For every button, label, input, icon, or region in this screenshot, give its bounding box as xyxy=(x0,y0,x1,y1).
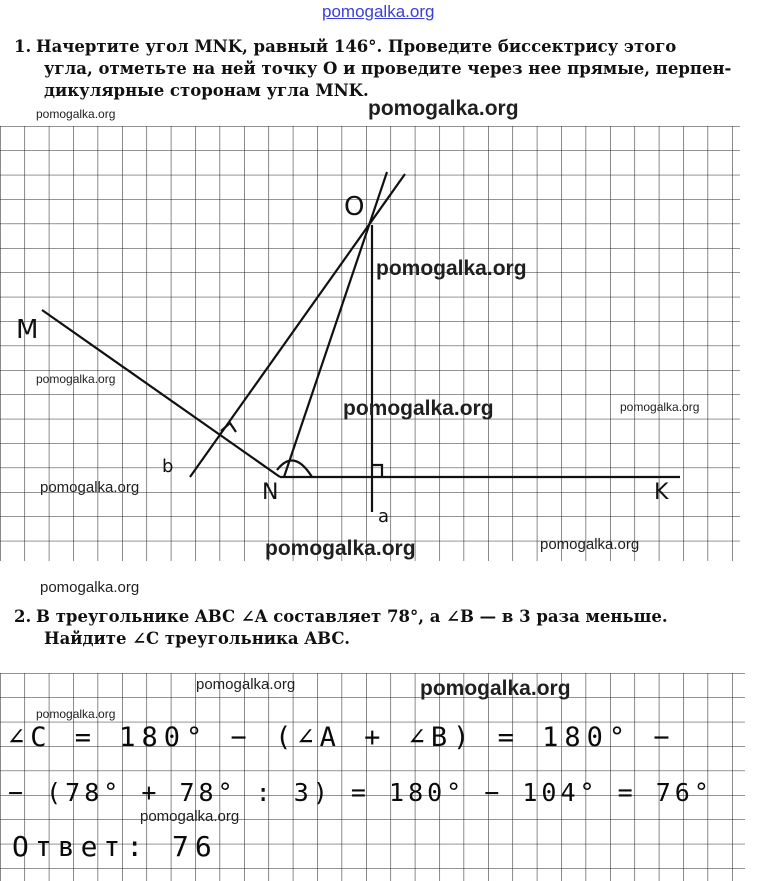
watermark: pomogalka.org xyxy=(540,536,640,553)
watermark: pomogalka.org xyxy=(376,257,527,280)
watermark: pomogalka.org xyxy=(140,808,240,825)
label-n: N xyxy=(262,480,279,505)
task1-number: 1. xyxy=(14,37,32,56)
watermark: pomogalka.org xyxy=(36,707,116,721)
watermark: pomogalka.org xyxy=(620,400,700,414)
label-b: b xyxy=(162,456,174,477)
task1-line: Начертите угол MNK, равный 146°. Проведите биссектрису этого xyxy=(36,37,677,56)
task1-line: угла, отметьте на ней точку O и проведите через нее прямые, перпен- xyxy=(44,59,732,78)
label-a: a xyxy=(378,506,390,527)
watermark: pomogalka.org xyxy=(40,579,140,596)
watermark: pomogalka.org xyxy=(420,677,571,700)
watermark: pomogalka.org xyxy=(40,479,140,496)
solution-line-2: − (78° + 78° : 3) = 180° − 104° = 76° xyxy=(8,778,713,807)
watermark: pomogalka.org xyxy=(343,397,494,420)
watermark: pomogalka.org xyxy=(36,107,116,121)
task2-number: 2. xyxy=(14,607,32,626)
solution-answer: Ответ: 76 xyxy=(12,830,218,863)
solution-line-1: ∠C = 180° − (∠A + ∠B) = 180° − xyxy=(8,722,676,753)
watermark: pomogalka.org xyxy=(36,372,116,386)
task2-line: Найдите ∠C треугольника ABC. xyxy=(44,629,350,648)
label-m: M xyxy=(16,315,39,345)
watermark-top[interactable]: pomogalka.org xyxy=(322,2,435,21)
label-k: K xyxy=(654,480,669,505)
watermark: pomogalka.org xyxy=(265,537,416,560)
task2-text xyxy=(14,606,668,650)
task1-text xyxy=(14,36,731,102)
label-o: O xyxy=(344,192,365,222)
task1-line: дикулярные сторонам угла MNK. xyxy=(44,81,369,100)
task2-line: В треугольнике ABC ∠A составляет 78°, а ∠B — в 3 раза меньше. xyxy=(36,607,668,626)
watermark: pomogalka.org xyxy=(368,97,519,120)
watermark: pomogalka.org xyxy=(196,676,296,693)
